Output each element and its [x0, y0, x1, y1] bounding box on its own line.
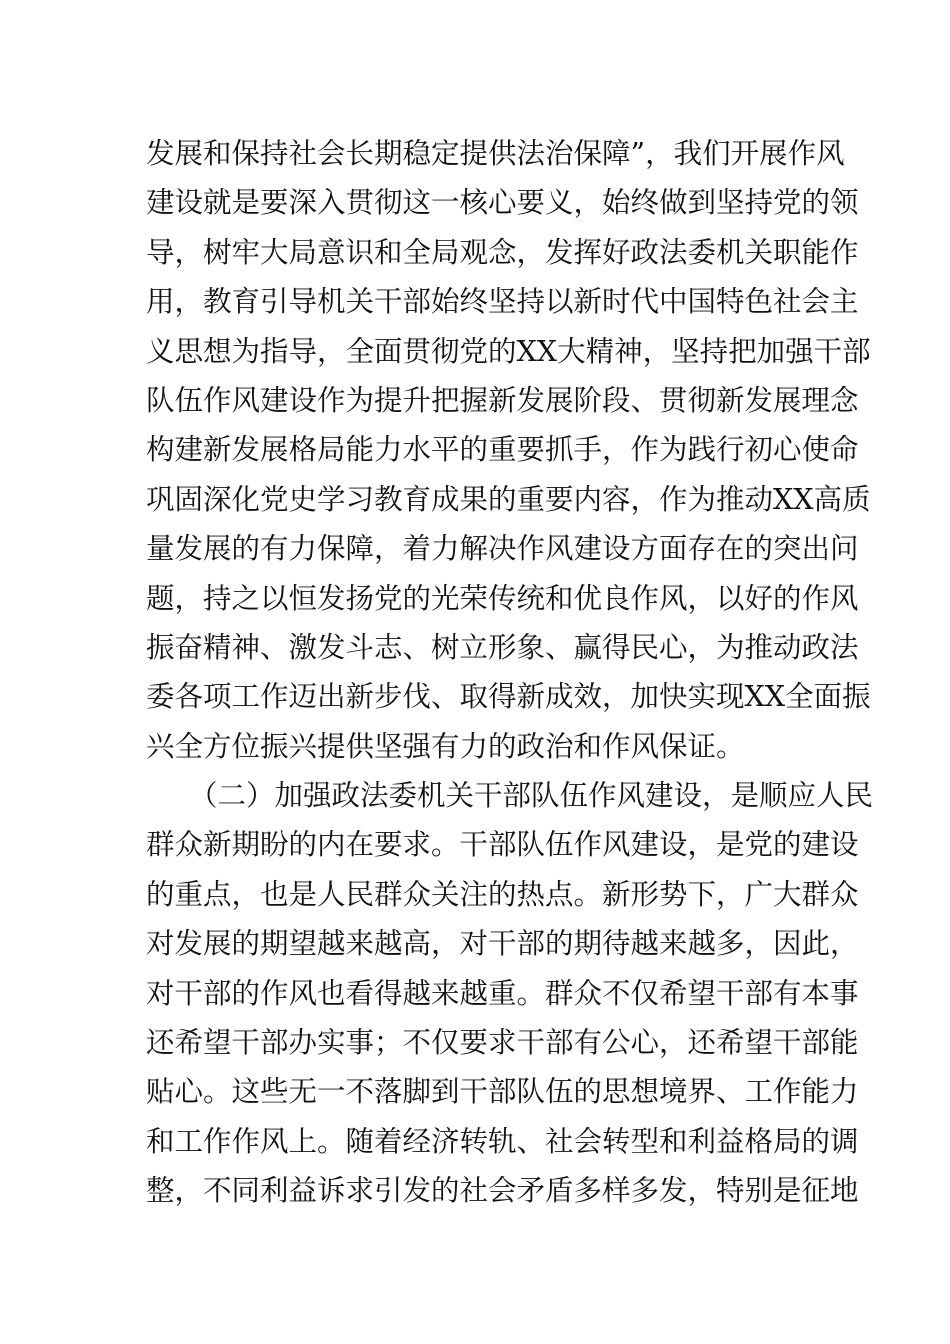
text-line: 整，不同利益诉求引发的社会矛盾多样多发，特别是征地: [146, 1174, 859, 1208]
text-line: 对发展的期望越来越高，对干部的期待越来越多，因此，: [146, 927, 859, 961]
paragraph-start-line: （二）加强政法委机关干部队伍作风建设，是顺应人民: [189, 779, 874, 813]
body-text: [146, 129, 874, 1216]
text-line: 量发展的有力保障，着力解决作风建设方面存在的突出问: [146, 532, 859, 566]
text-line: 振奋精神、激发斗志、树立形象、赢得民心，为推动政法: [146, 630, 859, 664]
text-line: 还希望干部办实事；不仅要求干部有公心，还希望干部能: [146, 1026, 859, 1060]
text-line: 用，教育引导机关干部始终坚持以新时代中国特色社会主: [146, 285, 859, 319]
text-line: 发展和保持社会长期稳定提供法治保障”，我们开展作风: [146, 137, 845, 170]
text-line: 对干部的作风也看得越来越重。群众不仅希望干部有本事: [146, 976, 859, 1010]
text-line: 的重点，也是人民群众关注的热点。新形势下，广大群众: [146, 877, 859, 911]
text-line: 群众新期盼的内在要求。干部队伍作风建设，是党的建设: [146, 828, 859, 862]
text-line: 队伍作风建设作为提升把握新发展阶段、贯彻新发展理念: [146, 383, 859, 417]
text-line: 题，持之以恒发扬党的光荣传统和优良作风，以好的作风: [146, 581, 859, 615]
text-line: 巩固深化党史学习教育成果的重要内容，作为推动XX高质: [146, 482, 871, 516]
text-line: 建设就是要深入贯彻这一核心要义，始终做到坚持党的领: [146, 186, 859, 220]
text-line: 兴全方位振兴提供坚强有力的政治和作风保证。: [146, 729, 745, 763]
text-line: 贴心。这些无一不落脚到干部队伍的思想境界、工作能力: [146, 1075, 859, 1109]
text-line: 构建新发展格局能力水平的重要抓手，作为践行初心使命: [146, 433, 859, 467]
text-line: 义思想为指导，全面贯彻党的XX大精神，坚持把加强干部: [146, 334, 871, 368]
text-line: 和工作作风上。随着经济转轨、社会转型和利益格局的调: [146, 1124, 859, 1158]
text-line: 导，树牢大局意识和全局观念，发挥好政法委机关职能作: [146, 235, 859, 269]
text-line: 委各项工作迈出新步伐、取得新成效，加快实现XX全面振: [146, 680, 871, 714]
